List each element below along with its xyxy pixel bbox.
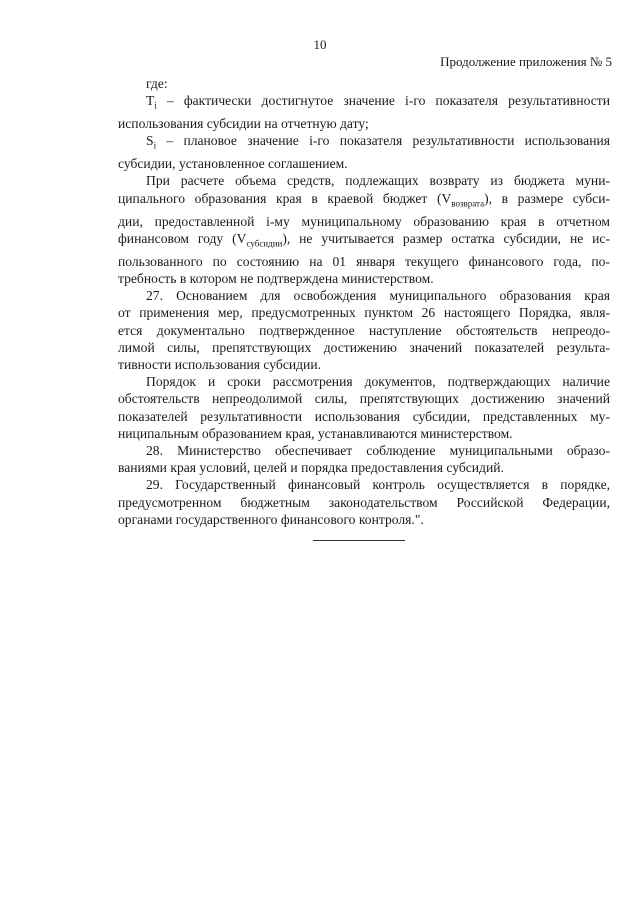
text-line: обстоятельств непреодолимой силы, препятствующих достижению значений	[118, 391, 610, 407]
text-line: ется документально подтвержденное наступление обстоятельств непреодо-	[118, 322, 610, 338]
text-line: – фактически достигнутое значение i-го показателя результативности	[156, 93, 610, 109]
text-line: – плановое значение i-го показателя результативности использования	[156, 133, 610, 149]
text-line: 28. Министерство обеспечивает соблюдение муниципальными образо-	[146, 442, 610, 458]
subscript-vozvrata: возврата	[451, 198, 485, 209]
definition-ti	[118, 92, 610, 115]
variable-s: S	[146, 133, 154, 149]
text-fragment: ), в размере субси-	[484, 190, 610, 206]
document-body	[118, 75, 610, 528]
subscript-i: i	[154, 100, 157, 111]
subscript-i: i	[153, 141, 157, 152]
text-line	[118, 230, 610, 253]
text-fragment: финансовом году (V	[118, 230, 247, 246]
text-line: дии, предоставленной i-му муниципальному образованию края в отчетном	[118, 213, 610, 229]
text-line: использования субсидии на отчетную дату;	[118, 116, 369, 132]
text-line: 29. Государственный финансовый контроль осуществляется в порядке,	[146, 477, 610, 493]
text-fragment: ципального образования края в краевой бюджет (V	[118, 190, 452, 206]
text-line: Порядок и сроки рассмотрения документов, подтверждающих наличие	[146, 374, 610, 390]
text-line: где:	[146, 76, 168, 91]
text-line: от применения мер, предусмотренных пунктом 26 настоящего Порядка, явля-	[118, 305, 610, 321]
text-line: пользованного по состоянию на 01 января текущего финансового года, по-	[118, 253, 610, 269]
end-separator-line	[313, 540, 405, 541]
text-line: 27. Основанием для освобождения муниципального образования края	[146, 288, 610, 304]
text-line: ниципальным образованием края, устанавливаются министерством.	[118, 425, 513, 441]
text-line: ваниями края условий, целей и порядка предоставления субсидий.	[118, 460, 504, 476]
definition-si	[118, 132, 610, 155]
variable-t: T	[146, 93, 155, 109]
text-fragment: ), не учитывается размер остатка субсидии, не ис-	[282, 230, 610, 246]
text-line: субсидии, установленное соглашением.	[118, 156, 348, 172]
text-line: органами государственного финансового контроля.".	[118, 511, 424, 527]
text-line	[118, 190, 610, 213]
text-line: показателей результативности использования субсидии, представленных му-	[118, 408, 610, 424]
appendix-continuation-note: Продолжение приложения № 5	[440, 54, 612, 69]
text-line: предусмотренном бюджетным законодательством Российской Федерации,	[118, 494, 610, 510]
subscript-subsidii: субсидии	[246, 238, 283, 249]
text-line: требность в котором не подтверждена министерством.	[118, 270, 434, 286]
text-line: лимой силы, препятствующих достижению значений показателей результа-	[118, 339, 610, 355]
text-line: тивности использования субсидии.	[118, 356, 321, 372]
text-line: При расчете объема средств, подлежащих возврату из бюджета муни-	[146, 173, 610, 189]
page-number: 10	[313, 37, 327, 52]
